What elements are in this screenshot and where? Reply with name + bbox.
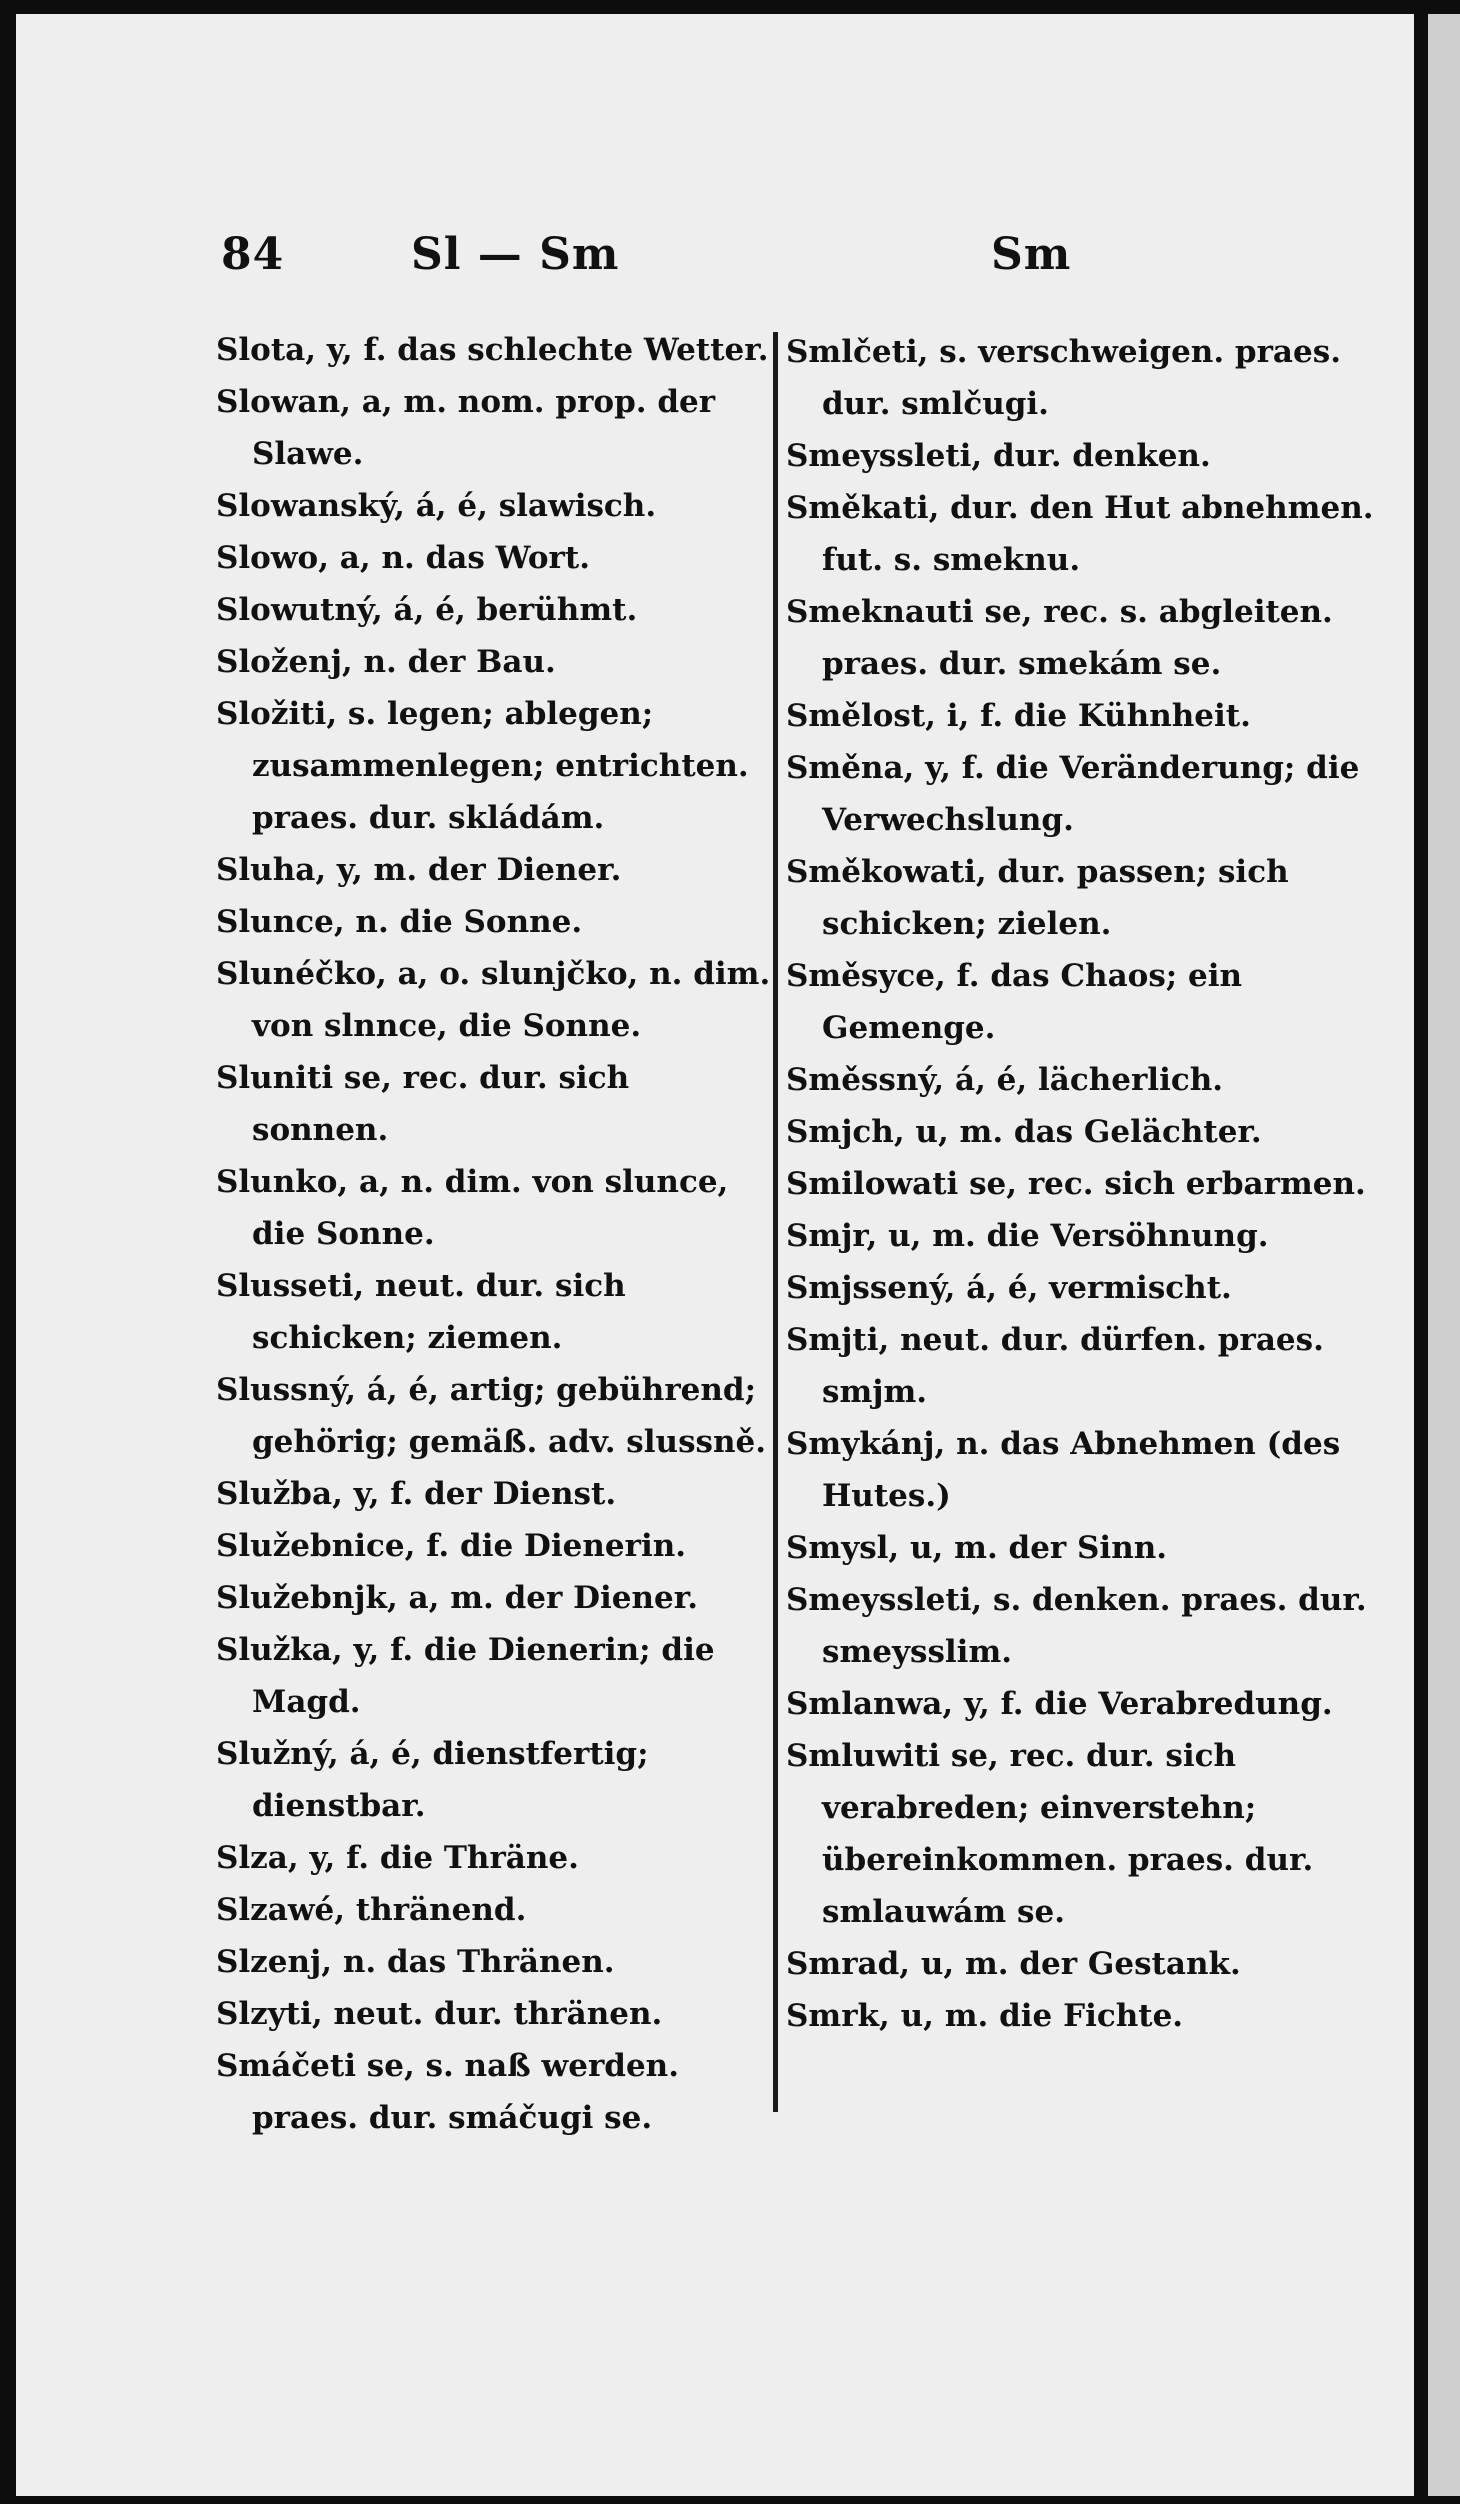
- adjacent-page-edge: [1428, 14, 1460, 2496]
- dictionary-entry: Smjr, u, m. die Versöhnung.: [786, 1218, 1269, 1254]
- dictionary-entry: Sluha, y, m. der Diener.: [216, 852, 622, 888]
- dictionary-entry: Smjch, u, m. das Gelächter.: [786, 1114, 1262, 1150]
- dictionary-entry: Smykánj, n. das Abnehmen (des Hutes.): [786, 1426, 1341, 1514]
- dictionary-entry: Smrk, u, m. die Fichte.: [786, 1998, 1184, 2034]
- dictionary-entry: Služba, y, f. der Dienst.: [216, 1476, 617, 1512]
- dictionary-entry: Složiti, s. legen; ablegen; zusammenlegen; entrichten. praes. dur. skládám.: [216, 696, 749, 836]
- left-running-head: Sl — Sm: [411, 229, 620, 280]
- dictionary-entry: Služebnjk, a, m. der Diener.: [216, 1580, 699, 1616]
- dictionary-entry: Smjssený, á, é, vermischt.: [786, 1270, 1232, 1306]
- dictionary-entry: Smluwiti se, rec. dur. sich verabreden; einverstehn; übereinkommen. praes. dur. smlauwám se.: [786, 1738, 1314, 1930]
- dictionary-entry: Slowan, a, m. nom. prop. der Slawe.: [216, 384, 716, 472]
- dictionary-entry: Sluniti se, rec. dur. sich sonnen.: [216, 1060, 630, 1148]
- dictionary-entry: Slunce, n. die Sonne.: [216, 904, 583, 940]
- dictionary-entry: Slowo, a, n. das Wort.: [216, 540, 590, 576]
- right-column: [786, 326, 1376, 2042]
- dictionary-entry: Smrad, u, m. der Gestank.: [786, 1946, 1241, 1982]
- dictionary-entry: Smjti, neut. dur. dürfen. praes. smjm.: [786, 1322, 1324, 1410]
- dictionary-entry: Slowanský, á, é, slawisch.: [216, 488, 657, 524]
- dictionary-entry: Služebnice, f. die Dienerin.: [216, 1528, 687, 1564]
- dictionary-entry: Slowutný, á, é, berühmt.: [216, 592, 638, 628]
- dictionary-entry: Služka, y, f. die Dienerin; die Magd.: [216, 1632, 715, 1720]
- dictionary-entry: Slunéčko, a, o. slunjčko, n. dim. von slnnce, die Sonne.: [216, 956, 771, 1044]
- dictionary-entry: Smeyssleti, dur. denken.: [786, 438, 1211, 474]
- dictionary-entry: Směssný, á, é, lächerlich.: [786, 1062, 1224, 1098]
- dictionary-entry: Slzenj, n. das Thränen.: [216, 1944, 615, 1980]
- book-page: [16, 14, 1414, 2496]
- dictionary-entry: Směsyce, f. das Chaos; ein Gemenge.: [786, 958, 1243, 1046]
- dictionary-entry: Složenj, n. der Bau.: [216, 644, 556, 680]
- dictionary-entry: Slussný, á, é, artig; gebührend; gehörig; gemäß. adv. slussně.: [216, 1372, 767, 1460]
- dictionary-entry: Smlčeti, s. verschweigen. praes. dur. smlčugi.: [786, 334, 1341, 422]
- dictionary-entry: Smeyssleti, s. denken. praes. dur. smeysslim.: [786, 1582, 1367, 1670]
- dictionary-entry: Smáčeti se, s. naß werden. praes. dur. smáčugi se.: [216, 2048, 680, 2136]
- dictionary-entry: Slunko, a, n. dim. von slunce, die Sonne.: [216, 1164, 729, 1252]
- dictionary-entry: Směna, y, f. die Veränderung; die Verwechslung.: [786, 750, 1360, 838]
- dictionary-entry: Služný, á, é, dienstfertig; dienstbar.: [216, 1736, 649, 1824]
- dictionary-entry: Smysl, u, m. der Sinn.: [786, 1530, 1168, 1566]
- dictionary-entry: Směkowati, dur. passen; sich schicken; zielen.: [786, 854, 1289, 942]
- dictionary-entry: Smlanwa, y, f. die Verabredung.: [786, 1686, 1333, 1722]
- left-column: [216, 324, 776, 2144]
- dictionary-entry: Slota, y, f. das schlechte Wetter.: [216, 332, 769, 368]
- page-number: 84: [221, 229, 285, 280]
- dictionary-entry: Slza, y, f. die Thräne.: [216, 1840, 579, 1876]
- dictionary-entry: Smělost, i, f. die Kühnheit.: [786, 698, 1251, 734]
- dictionary-entry: Slzawé, thränend.: [216, 1892, 527, 1928]
- dictionary-entry: Slusseti, neut. dur. sich schicken; ziemen.: [216, 1268, 626, 1356]
- dictionary-entry: Smilowati se, rec. sich erbarmen.: [786, 1166, 1366, 1202]
- dictionary-entry: Směkati, dur. den Hut abnehmen. fut. s. smeknu.: [786, 490, 1374, 578]
- right-running-head: Sm: [991, 229, 1072, 280]
- column-divider: [773, 332, 778, 2112]
- dictionary-entry: Slzyti, neut. dur. thränen.: [216, 1996, 663, 2032]
- dictionary-entry: Smeknauti se, rec. s. abgleiten. praes. dur. smekám se.: [786, 594, 1333, 682]
